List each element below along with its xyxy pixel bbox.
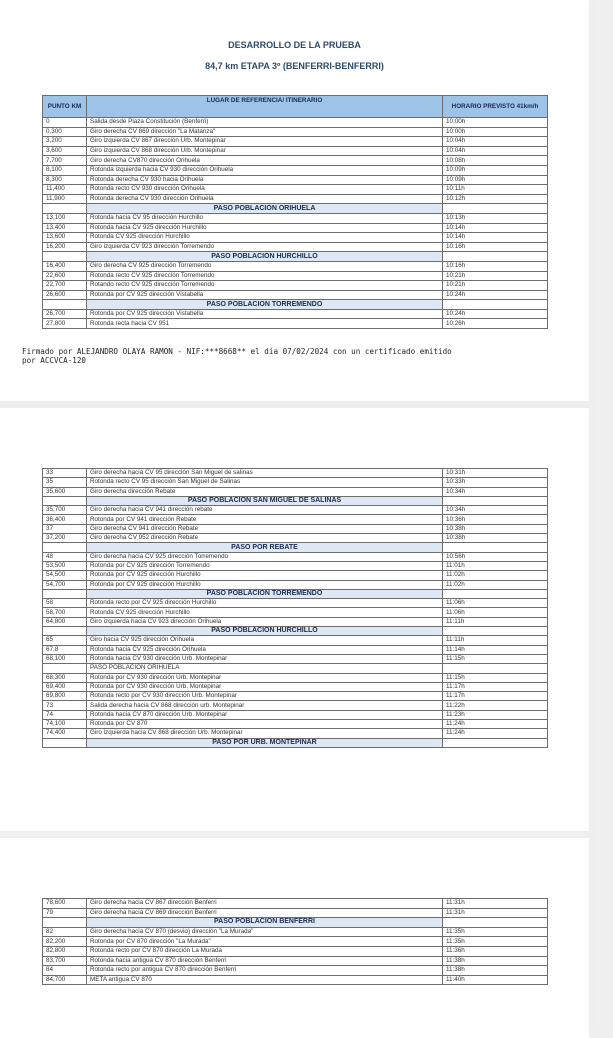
time-cell-empty	[443, 204, 548, 214]
table-row	[43, 118, 548, 128]
itinerary-cell: Giro derecha hacia CV 941 dirección rebate	[87, 506, 443, 515]
pdf-page-1	[0, 0, 589, 401]
km-cell: 11,900	[43, 194, 87, 204]
table-header-row	[43, 96, 548, 118]
km-cell: 3,600	[43, 146, 87, 156]
table-row	[43, 469, 548, 478]
table-row	[43, 561, 548, 570]
section-row	[43, 496, 548, 505]
time-cell: 11:15h	[443, 654, 548, 663]
time-cell: 11:11h	[443, 617, 548, 626]
itinerary-cell: Giro derecha CV 941 dirección Rebate	[87, 524, 443, 533]
time-cell: 11:02h	[443, 571, 548, 580]
table-row	[43, 213, 548, 223]
time-cell: 11:14h	[443, 645, 548, 654]
km-cell: 69,800	[43, 692, 87, 701]
itinerary-cell: Rotonda recta hacia CV 951	[87, 319, 443, 329]
km-cell: 58	[43, 599, 87, 608]
time-cell: 11:35h	[443, 927, 548, 937]
time-cell: 11:17h	[443, 692, 548, 701]
table-row	[43, 956, 548, 966]
itinerary-cell: Rotonda por CV 870 dirección "La Murada"	[87, 937, 443, 947]
itinerary-cell: Rotonda recto por CV 930 dirección Urb. Montepinar	[87, 692, 443, 701]
km-cell-empty	[43, 918, 87, 928]
time-cell: 10:34h	[443, 506, 548, 515]
itinerary-cell: Rotonda por CV 941 dirección Rebate	[87, 515, 443, 524]
table-row	[43, 156, 548, 166]
time-cell: 10:16h	[443, 242, 548, 252]
km-cell: 7,700	[43, 156, 87, 166]
table-row	[43, 487, 548, 496]
time-cell: 10:56h	[443, 552, 548, 561]
section-row	[43, 627, 548, 636]
pdf-page-3	[0, 838, 589, 1038]
table-row	[43, 654, 548, 663]
km-cell: 68,100	[43, 654, 87, 663]
km-cell: 11,400	[43, 185, 87, 195]
itinerary-cell: Salida desde Plaza Constitución (Benferri)	[87, 118, 443, 128]
digital-signature	[22, 348, 452, 365]
itinerary-cell: Rotonda por CV 925 dirección Vistabella	[87, 290, 443, 300]
km-cell: 35,700	[43, 506, 87, 515]
time-cell: 10:36h	[443, 515, 548, 524]
table-row	[43, 261, 548, 271]
itinerary-cell: Giro derecha CV 869 dirección "La Matanza"	[87, 127, 443, 137]
km-cell: 26,600	[43, 290, 87, 300]
itinerary-cell: Rotonda por CV 925 dirección Hurchillo	[87, 580, 443, 589]
section-row	[43, 252, 548, 262]
itinerary-cell: Giro izquierda hacia CV 868 dirección Urb. Montepinar	[87, 729, 443, 738]
table-row	[43, 515, 548, 524]
km-cell: 84,700	[43, 975, 87, 985]
km-cell-empty	[43, 252, 87, 262]
time-cell: 11:31h	[443, 899, 548, 909]
table-row	[43, 701, 548, 710]
signature-line-1: Firmado por ALEJANDRO OLAYA RAMON - NIF:***8668** el día 07/02/2024 con un certificado emitido	[22, 347, 452, 356]
table-row	[43, 552, 548, 561]
table-row	[43, 571, 548, 580]
itinerary-cell: Giro derecha hacia CV 95 dirección San Miguel de salinas	[87, 469, 443, 478]
itinerary-cell: Rotonda hacia CV 925 dirección Hurchillo	[87, 223, 443, 233]
km-cell: 16,400	[43, 261, 87, 271]
km-cell: 82,200	[43, 937, 87, 947]
section-label: PASO POBLACIÓN ORIHUELA	[87, 664, 443, 673]
km-cell: 35,600	[43, 487, 87, 496]
time-cell: 10:12h	[443, 194, 548, 204]
km-cell: 13,600	[43, 233, 87, 243]
table-row	[43, 720, 548, 729]
km-cell: 74,100	[43, 720, 87, 729]
section-row	[43, 589, 548, 598]
time-cell: 10:00h	[443, 118, 548, 128]
section-label: PASO POBLACIÓN HURCHILLO	[87, 252, 443, 262]
table-row	[43, 946, 548, 956]
itinerary-cell: Giro derecha dirección Rebate	[87, 487, 443, 496]
km-cell: 82	[43, 927, 87, 937]
time-cell: 10:31h	[443, 469, 548, 478]
time-cell: 10:21h	[443, 271, 548, 281]
km-cell: 68,300	[43, 673, 87, 682]
time-cell: 11:23h	[443, 710, 548, 719]
km-cell: 13,400	[43, 223, 87, 233]
itinerary-cell: Giro hacia CV 925 dirección Orihuela	[87, 636, 443, 645]
table-row	[43, 729, 548, 738]
header-km: PUNTO KM	[43, 96, 87, 118]
table-row	[43, 580, 548, 589]
km-cell-empty	[43, 627, 87, 636]
itinerary-cell: Rotonda hacia antigua CV 870 dirección Benferri	[87, 956, 443, 966]
itinerary-cell: Rotando recto CV 925 dirección Torremendo	[87, 281, 443, 291]
time-cell: 10:33h	[443, 478, 548, 487]
km-cell: 0,300	[43, 127, 87, 137]
itinerary-cell: Rotonda recto CV 930 dirección Orihuela	[87, 185, 443, 195]
time-cell: 11:02h	[443, 580, 548, 589]
section-row	[43, 918, 548, 928]
table-row	[43, 309, 548, 319]
section-row	[43, 543, 548, 552]
time-cell: 11:17h	[443, 682, 548, 691]
table-row	[43, 617, 548, 626]
table-row	[43, 608, 548, 617]
itinerary-cell: Rotonda CV 925 dirección Hurchillo	[87, 608, 443, 617]
itinerary-cell: Rotonda por CV 925 dirección Torremendo	[87, 561, 443, 570]
time-cell: 10:08h	[443, 156, 548, 166]
table-row	[43, 506, 548, 515]
itinerary-cell: Rotonda recto CV 925 dirección Torremendo	[87, 271, 443, 281]
itinerary-cell: Rotonda por CV 925 dirección Vistabella	[87, 309, 443, 319]
section-row	[43, 300, 548, 310]
itinerary-cell: Giro izquierda CV 867 dirección Urb. Montepinar	[87, 137, 443, 147]
km-cell: 79	[43, 908, 87, 918]
itinerary-cell: Giro izquierda CV 923 dirección Torremendo	[87, 242, 443, 252]
table-row	[43, 290, 548, 300]
itinerary-cell: Rotonda por CV 930 dirección Urb. Montepinar	[87, 673, 443, 682]
table-row	[43, 534, 548, 543]
time-cell: 10:04h	[443, 137, 548, 147]
km-cell: 73	[43, 701, 87, 710]
itinerary-cell: Giro derecha CV 925 dirección Torremendo	[87, 261, 443, 271]
km-cell: 84	[43, 966, 87, 976]
section-label: PASO POBLACIÓN TORREMENDO	[87, 589, 443, 598]
scrollbar-track[interactable]	[596, 0, 613, 1024]
itinerary-cell: Rotonda CV 925 dirección Hurchillo	[87, 233, 443, 243]
time-cell: 11:06h	[443, 599, 548, 608]
table-row	[43, 645, 548, 654]
time-cell-empty	[443, 252, 548, 262]
km-cell: 53,500	[43, 561, 87, 570]
time-cell: 11:36h	[443, 946, 548, 956]
km-cell-empty	[43, 589, 87, 598]
table-row	[43, 636, 548, 645]
km-cell: 35	[43, 478, 87, 487]
time-cell: 11:31h	[443, 908, 548, 918]
km-cell: 0	[43, 118, 87, 128]
time-cell: 11:15h	[443, 673, 548, 682]
table-row	[43, 966, 548, 976]
table-row	[43, 899, 548, 909]
header-schedule: HORARIO PREVISTO 41km/h	[443, 96, 548, 118]
itinerary-table-3	[42, 898, 548, 985]
time-cell: 10:14h	[443, 223, 548, 233]
itinerary-cell: Rotonda hacia CV 925 dirección Orihuela	[87, 645, 443, 654]
time-cell: 10:14h	[443, 233, 548, 243]
itinerary-cell: Giro derecha hacia CV 869 dirección Benferri	[87, 908, 443, 918]
itinerary-cell: Salida derecha hacia CV 868 dirección urb. Montepinar	[87, 701, 443, 710]
km-cell: 83,700	[43, 956, 87, 966]
itinerary-cell: Giro derecha hacia CV 925 dirección Torremendo	[87, 552, 443, 561]
time-cell-empty	[443, 589, 548, 598]
table-row	[43, 146, 548, 156]
section-row	[43, 738, 548, 747]
itinerary-table-2	[42, 468, 548, 748]
table-row	[43, 478, 548, 487]
time-cell: 11:11h	[443, 636, 548, 645]
document-subtitle: 84,7 km ETAPA 3º (BENFERRI-BENFERRI)	[205, 61, 384, 71]
signature-line-2: por ACCVCA-120	[22, 355, 87, 365]
itinerary-cell: Rotonda izquierda hacia CV 930 dirección Orihuela	[87, 165, 443, 175]
itinerary-cell: META antigua CV 870	[87, 975, 443, 985]
km-cell: 37,200	[43, 534, 87, 543]
km-cell-empty	[43, 496, 87, 505]
itinerary-cell: Giro derecha CV 952 dirección Rebate	[87, 534, 443, 543]
section-label: PASO POBLACIÓN SAN MIGUEL DE SALINAS	[87, 496, 443, 505]
itinerary-cell: Rotonda recto por CV 870 dirección La Murada	[87, 946, 443, 956]
time-cell: 10:11h	[443, 185, 548, 195]
time-cell-empty	[443, 918, 548, 928]
itinerary-cell: Giro derecha hacia CV 867 dirección Benferri	[87, 899, 443, 909]
table-row	[43, 185, 548, 195]
table-row	[43, 975, 548, 985]
km-cell-empty	[43, 543, 87, 552]
time-cell: 10:26h	[443, 319, 548, 329]
section-label: PASO POBLACION TORREMENDO	[87, 300, 443, 310]
time-cell: 10:38h	[443, 524, 548, 533]
itinerary-cell: Giro derecha hacia CV 870 (desvio) dirección "La Murada"	[87, 927, 443, 937]
time-cell: 11:38h	[443, 956, 548, 966]
itinerary-cell: Rotonda hacia CV 95 dirección Hurchillo	[87, 213, 443, 223]
table-row	[43, 223, 548, 233]
table-row	[43, 927, 548, 937]
section-label: PASO POBLACIÓN HURCHILLO	[87, 627, 443, 636]
time-cell: 10:38h	[443, 534, 548, 543]
table-row	[43, 908, 548, 918]
km-cell: 67,8	[43, 645, 87, 654]
pdf-page-2	[0, 408, 589, 831]
time-cell: 10:09h	[443, 165, 548, 175]
itinerary-cell: Rotonda recto por CV 925 dirección Hurchillo	[87, 599, 443, 608]
itinerary-cell: Rotonda derecha CV 930 dirección Orihuela	[87, 194, 443, 204]
time-cell: 11:24h	[443, 720, 548, 729]
table-row	[43, 271, 548, 281]
km-cell: 48	[43, 552, 87, 561]
km-cell: 27,800	[43, 319, 87, 329]
time-cell-empty	[443, 627, 548, 636]
itinerary-cell: Giro derecha CV870 dirección Orihuela	[87, 156, 443, 166]
time-cell: 11:40h	[443, 975, 548, 985]
table-row	[43, 682, 548, 691]
header-itinerary: LUGAR DE REFERENCIA/ ITINERARIO	[87, 96, 443, 118]
time-cell: 10:13h	[443, 213, 548, 223]
km-cell: 8,300	[43, 175, 87, 185]
table-row	[43, 710, 548, 719]
km-cell: 78,600	[43, 899, 87, 909]
itinerary-table-1	[42, 95, 548, 329]
itinerary-cell: Rotonda hacia CV 930 dirección Urb. Montepinar	[87, 654, 443, 663]
table-row	[43, 673, 548, 682]
time-cell: 11:01h	[443, 561, 548, 570]
km-cell: 22,600	[43, 271, 87, 281]
time-cell: 10:21h	[443, 281, 548, 291]
table-row	[43, 137, 548, 147]
time-cell: 11:38h	[443, 966, 548, 976]
km-cell-empty	[43, 300, 87, 310]
km-cell: 26,700	[43, 309, 87, 319]
km-cell: 22,700	[43, 281, 87, 291]
itinerary-cell: Giro izquierda hacia CV 923 dirección Orihuela	[87, 617, 443, 626]
document-title: DESARROLLO DE LA PRUEBA	[228, 40, 361, 50]
section-label: PASO POR REBATE	[87, 543, 443, 552]
km-cell: 13,100	[43, 213, 87, 223]
km-cell: 16,200	[43, 242, 87, 252]
section-label: PASO POR URB. MONTEPINAR	[87, 738, 443, 747]
table-row	[43, 165, 548, 175]
km-cell: 58,700	[43, 608, 87, 617]
km-cell: 74,400	[43, 729, 87, 738]
section-row	[43, 204, 548, 214]
time-cell-empty	[443, 496, 548, 505]
time-cell: 10:00h	[443, 127, 548, 137]
table-row	[43, 937, 548, 947]
table-row	[43, 692, 548, 701]
km-cell: 64,800	[43, 617, 87, 626]
time-cell-empty	[443, 300, 548, 310]
itinerary-cell: Rotonda por CV 930 dirección Urb. Montepinar	[87, 682, 443, 691]
km-cell: 54,500	[43, 571, 87, 580]
time-cell: 11:35h	[443, 937, 548, 947]
km-cell-empty	[43, 204, 87, 214]
table-row	[43, 233, 548, 243]
table-row	[43, 281, 548, 291]
table-row	[43, 194, 548, 204]
time-cell: 10:34h	[443, 487, 548, 496]
time-cell-empty	[443, 543, 548, 552]
time-cell: 10:16h	[443, 261, 548, 271]
section-row	[43, 664, 548, 673]
km-cell: 8,100	[43, 165, 87, 175]
itinerary-cell: Rotonda por CV 870	[87, 720, 443, 729]
time-cell: 10:24h	[443, 290, 548, 300]
itinerary-cell: Rotonda hacia CV 870 dirección Urb. Montepinar	[87, 710, 443, 719]
km-cell-empty	[43, 738, 87, 747]
time-cell-empty	[443, 664, 548, 673]
itinerary-cell: Rotonda por CV 925 dirección Hurchillo	[87, 571, 443, 580]
km-cell: 65	[43, 636, 87, 645]
km-cell: 74	[43, 710, 87, 719]
table-row	[43, 599, 548, 608]
itinerary-cell: Rotonda recto por antigua CV 870 dirección Benferri	[87, 966, 443, 976]
table-row	[43, 127, 548, 137]
km-cell: 3,200	[43, 137, 87, 147]
km-cell: 37	[43, 524, 87, 533]
time-cell: 10:09h	[443, 175, 548, 185]
km-cell: 54,700	[43, 580, 87, 589]
km-cell: 33	[43, 469, 87, 478]
time-cell: 11:06h	[443, 608, 548, 617]
itinerary-cell: Rotonda derecha CV 930 hacia Orihuela	[87, 175, 443, 185]
table-row	[43, 524, 548, 533]
section-label: PASO POBLACIÓN BENFERRI	[87, 918, 443, 928]
km-cell-empty	[43, 664, 87, 673]
time-cell-empty	[443, 738, 548, 747]
table-row	[43, 319, 548, 329]
time-cell: 11:22h	[443, 701, 548, 710]
table-row	[43, 175, 548, 185]
table-row	[43, 242, 548, 252]
time-cell: 10:04h	[443, 146, 548, 156]
itinerary-cell: Rotonda recto CV 95 dirección San Miguel de Salinas	[87, 478, 443, 487]
section-label: PASO POBLACIÓN ORIHUELA	[87, 204, 443, 214]
time-cell: 10:24h	[443, 309, 548, 319]
km-cell: 69,400	[43, 682, 87, 691]
km-cell: 36,400	[43, 515, 87, 524]
itinerary-cell: Giro izquierda CV 868 dirección Urb. Montepinar	[87, 146, 443, 156]
time-cell: 11:24h	[443, 729, 548, 738]
km-cell: 82,800	[43, 946, 87, 956]
